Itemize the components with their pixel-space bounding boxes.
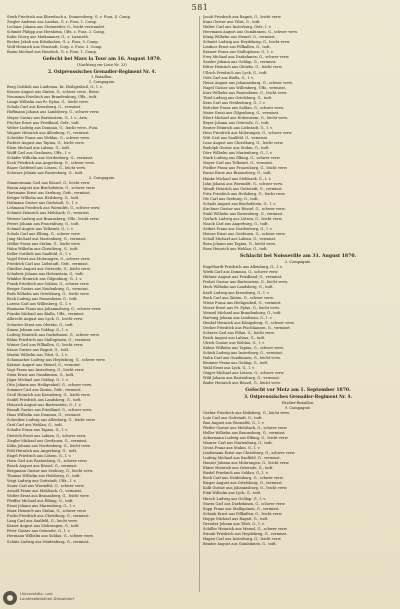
casualty-entry: Jahn Johann aus Wormditt, G., schwer verw. bbox=[203, 181, 284, 186]
casualty-entry: Pfeiffer Michael aus Elbing, G., todt. bbox=[7, 499, 74, 504]
casualty-entry: Krämer August aus Memel, G., vermisst. bbox=[7, 362, 81, 367]
casualty-entry: Krüger Wilhelm aus Heilsberg, G., todt. bbox=[7, 196, 80, 201]
regiment-heading: 2. Ostpreussisches Grenadier-Regiment Nr. 4. bbox=[48, 68, 156, 74]
casualty-entry: Haas Wilhelm aus Domnau, G., vermisst. bbox=[7, 413, 82, 418]
casualty-entry: Thomas Wilhelm aus Heilsberg, G., todt. bbox=[7, 473, 81, 478]
column-divider bbox=[199, 16, 200, 592]
casualty-entry: Sterk Friedrich aus Ebersbach a. Donnersberg, G. z. Fuss, 4. Comp. bbox=[7, 15, 132, 19]
casualty-entry: Schuster Ernst aus Oletzko, G., todt. bbox=[7, 322, 74, 327]
casualty-entry: Kuhn Georg aus Maikammer, G., z. Lazareth. bbox=[7, 35, 89, 40]
casualty-entry: Rieger August aus Ortelsburg, G., vermisst. bbox=[203, 481, 283, 486]
casualty-entry: Gerlach Ludwig aus Lötzen, G., leicht verw. bbox=[203, 216, 283, 221]
unit-subheading: 2. Compagnie. bbox=[88, 176, 116, 181]
casualty-entry: Bach Carl aus Zinten, G., schwer verw. bbox=[203, 295, 274, 300]
unit-subheading: 2. Compagnie. bbox=[284, 260, 312, 265]
casualty-entry: Götz Carl aus Bialla, G., l. v. bbox=[203, 75, 254, 80]
casualty-entry: Albrecht August aus Lyck, G., leicht verw. bbox=[7, 317, 84, 322]
casualty-entry: Rau August aus Wormditt, G., l. v. bbox=[203, 420, 265, 425]
casualty-entry: Ulrich Gustav aus Wehlau, G., l. v. bbox=[203, 341, 265, 345]
casualty-entry: Kaiser August aus Mohrungen, G., todt. bbox=[7, 524, 80, 529]
library-logo bbox=[3, 589, 93, 607]
casualty-entry: Straub Friedrich aus Heydekrug, G., vermisst. bbox=[203, 531, 288, 536]
casualty-entry: Ritter Heinrich aus Oletzko, G., leicht verw. bbox=[203, 65, 283, 70]
casualty-entry: Dietrich Ernst aus Labiau, G., schwer verw. bbox=[7, 433, 87, 438]
casualty-entry: Reuter Heinrich aus Liebstadt, G., l. v. bbox=[203, 126, 273, 131]
library-logo-text bbox=[20, 591, 93, 601]
casualty-entry: Schmid August aus Tolkemit, G., l. v. bbox=[7, 226, 74, 231]
casualty-entry: Fuchs Friedrich aus Christburg, G., vermisst. bbox=[7, 514, 90, 519]
casualty-entry: Kern Carl aus Neidenburg, G., l. v. bbox=[203, 100, 266, 105]
casualty-entry: Busch August aus Rössel, G., vermisst. bbox=[7, 463, 78, 468]
casualty-entry: Wolter Ernst aus Braunsberg, G., leicht verw. bbox=[7, 494, 90, 499]
casualty-entry: Winter Carl aus Pillkallen, G., leicht verw. bbox=[7, 342, 84, 347]
casualty-entry: Heinze Ernst aus Gerdauen, G., schwer verw. bbox=[203, 232, 286, 237]
casualty-entry: Kühn Johann aus Nordenburg, G., leicht verw. bbox=[7, 443, 91, 448]
casualty-entry: Heck Wilhelm aus Landsberg, G., todt. bbox=[203, 285, 274, 290]
casualty-entry: Hermann Wilhelm aus Soldau, G., schwer verw. bbox=[7, 534, 94, 539]
casualty-entry: Henkel Heinrich aus Königsberg, G., schwer verw. bbox=[203, 320, 295, 325]
casualty-entry: Probst Gustav aus Bartenstein, G., leicht verw. bbox=[203, 280, 288, 285]
battle-heading: Schlacht bei Noisseville am 31. August 1870. bbox=[239, 253, 357, 259]
casualty-entry: Berger Gustav aus Neidenburg, G., vermisst. bbox=[7, 287, 89, 292]
casualty-entry: Schenk Ernst aus Pillkallen, G., leicht verw. bbox=[203, 511, 283, 516]
casualty-entry: Braun August aus Bischofstein, G., schwer verw. bbox=[7, 186, 96, 191]
casualty-entry: Stein Ernst aus Gumbinnen, G., todt. bbox=[7, 372, 75, 377]
casualty-entry: Horn Carl aus Rastenburg, G., schwer verw. bbox=[7, 458, 88, 463]
casualty-entry: Simon Johann aus Goldap, G., l. v. bbox=[7, 327, 69, 332]
casualty-entry: Schiller Heinrich aus Memel, G., schwer verw. bbox=[203, 526, 288, 531]
unit-subheading: I. Bataillon. bbox=[91, 75, 113, 80]
casualty-entry: Hahn Carl aus Gumbinnen, G., leicht verw. bbox=[203, 356, 281, 361]
casualty-entry: Frey Michael aus Darkehmen, G., schwer verw. bbox=[203, 55, 290, 60]
casualty-entry: Engel Friedrich aus Lötzen, G., l. v. bbox=[7, 453, 72, 458]
casualty-entry: Noack Carl aus Angerburg, G., todt. bbox=[203, 221, 269, 226]
casualty-entry: Riedel Friedrich aus Soldau, G., l. v. bbox=[203, 471, 269, 476]
casualty-entry: Lange Wilhelm aus Pr. Eylau, G., leicht verw. bbox=[7, 100, 89, 105]
casualty-entry: Kunz Gustav aus Tilsit, G., todt. bbox=[203, 20, 261, 25]
casualty-entry: Wirth Carl aus Domnau, G., schwer verw. bbox=[203, 270, 279, 275]
casualty-entry: Böhm Friedrich aus Stallupönen, G., vermisst. bbox=[7, 337, 92, 342]
casualty-entry: Schulz Carl aus Kreuzburg, G., vermisst. bbox=[7, 105, 82, 110]
casualty-entry: Sauer Carl aus Wormditt, G., schwer verw. bbox=[7, 484, 85, 488]
casualty-entry: Lang Carl aus Saalfeld, G., leicht verw. bbox=[7, 519, 78, 524]
casualty-entry: Schmitt Ludwig aus Heydekrug, G., leicht verw. bbox=[203, 40, 291, 45]
casualty-entry: Hirsch Ludwig aus Goldap, G., l. v. bbox=[203, 496, 266, 501]
casualty-entry: Bader Heinrich aus Rössel, G., leicht verw. bbox=[203, 381, 281, 386]
casualty-entry: Franke Michael aus Bialla, Uffz., vermisst. bbox=[7, 312, 85, 317]
casualty-entry: Hoppe Michael aus Ragnit, G., todt. bbox=[203, 516, 269, 521]
casualty-entry: Hartung Johann aus Lindenau, G., l. v. bbox=[203, 315, 273, 320]
casualty-entry: Meyer Gustav aus Bartenstein, G., l. v., Arm. bbox=[7, 115, 89, 120]
casualty-entry: Lorenz Carl aus Willenberg, G., l. v. bbox=[7, 302, 72, 307]
casualty-entry: Wolff Carl aus Gerdauen, Uffz., l. v. bbox=[7, 150, 72, 155]
casualty-entry: Zimmermann Carl aus Rössel, G., leicht verw. bbox=[7, 181, 91, 186]
casualty-entry: Voigt Ludwig aus Guttstadt, Uffz., l. v. bbox=[7, 478, 77, 483]
casualty-entry: Mayer Carl aus Tolkemit, G., vermisst. bbox=[203, 161, 274, 166]
library-logo-line1: Universitäts- und bbox=[20, 591, 53, 596]
casualty-entry: Ernst Johann aus Marienburg, G., l. v. bbox=[7, 504, 76, 509]
casualty-entry: Lechner Johann aus Steinweiler, G., leicht verwundet. bbox=[7, 25, 106, 30]
right-column bbox=[203, 15, 393, 595]
casualty-entry: Schäfer Wilhelm aus Nordenburg, G., vermisst. bbox=[7, 155, 94, 160]
casualty-entry: Schade August aus Bischofstein, G., l. v. bbox=[203, 201, 276, 206]
casualty-entry: Stark Ludwig aus Elbing, G., schwer verw. bbox=[203, 156, 281, 161]
casualty-entry: Scholl Michael aus Labiau, G., vermisst. bbox=[203, 237, 277, 242]
casualty-entry: Busse Ernst aus Braunsberg, G., todt. bbox=[203, 171, 272, 176]
casualty-entry: Lindemann Ernst aus Christburg, G., schwer verw. bbox=[203, 451, 296, 456]
casualty-entry: Menzel Michael aus Brandenburg, G., todt. bbox=[203, 310, 282, 315]
casualty-entry: Schulte Franz aus Tapiau, G., l. v. bbox=[7, 428, 68, 433]
casualty-entry: Pohl Heinrich aus Angerburg, G., todt. bbox=[7, 448, 78, 453]
casualty-entry: Seifert Franz aus Nordenburg, G., l. v. bbox=[203, 226, 273, 231]
casualty-entry: Weber Ludwig aus Domnau, G., leicht verw., Fuss. bbox=[7, 125, 99, 130]
casualty-entry: Richter August aus Tapiau, G., leicht verw. bbox=[7, 140, 85, 145]
casualty-entry: Kurz Wilhelm aus Passenheim, G., leicht verw. bbox=[203, 90, 288, 95]
casualty-entry: Fink Wilhelm aus Lyck, G., todt. bbox=[203, 491, 262, 496]
casualty-entry: Sommer Carl aus Zinten, Gefr., vermisst. bbox=[7, 388, 82, 393]
casualty-entry: Kolb Gustav aus Johannisburg, G., leicht verw. bbox=[203, 486, 288, 491]
unit-subheading: 1. Compagnie. bbox=[88, 80, 116, 85]
casualty-entry: Vogt Franz aus Insterburg, G., leicht verw. bbox=[7, 367, 85, 372]
casualty-entry: Bauer Gottfried aus Lötzen, G., leicht verw. bbox=[7, 166, 87, 170]
casualty-entry: Moser Ernst aus Pr. Eylau, G., leicht verw. bbox=[203, 305, 280, 310]
casualty-entry: Baumann Franz aus Johannisburg, G., schwer verw. bbox=[7, 307, 102, 312]
casualty-entry: Keller Gottlieb aus Saalfeld, G., l. v. bbox=[7, 251, 72, 256]
casualty-entry: Hanke Michael aus Mehlsack, G., l. v. bbox=[203, 176, 272, 181]
library-logo-line2: Landesbibliothek Düsseldorf bbox=[20, 596, 74, 601]
casualty-entry: Fritz Friedrich aus Heilsberg, G., leicht verw. bbox=[203, 191, 286, 196]
casualty-entry: Ebert Michael aus Hohenstein, G., leicht verw. bbox=[203, 115, 288, 120]
casualty-entry: Wahl Ernst aus Lyck, G., l. v. bbox=[203, 366, 255, 371]
casualty-entry: Günther August aus Osterode, G., leicht verw. bbox=[7, 266, 91, 271]
casualty-entry: Brandt Gustav aus Friedland, G., schwer verw. bbox=[7, 408, 92, 413]
casualty-entry: Hauser Johann aus Mohrungen, G., leicht verw. bbox=[203, 461, 290, 466]
casualty-entry: Schumacher Ludwig aus Heydekrug, G., schwer verw. bbox=[7, 357, 106, 362]
casualty-entry: Ullrich Friedrich aus Lyck, G., todt. bbox=[203, 70, 268, 75]
regiment-heading: 3. Ostpreussisches Grenadier-Regiment Nr. 4. bbox=[244, 394, 352, 400]
casualty-entry: Roth Wilhelm aus Ortelsburg, G., leicht verw. bbox=[7, 292, 90, 297]
casualty-entry: Schubert Johann aus Hohenstein, G., todt. bbox=[7, 272, 84, 277]
casualty-entry: Beck Ludwig aus Passenheim, G., todt. bbox=[7, 297, 78, 302]
casualty-entry: Maurer Carl aus Marienburg, G., todt. bbox=[203, 440, 273, 445]
casualty-entry: Jung Michael aus Marienburg, G., vermisst. bbox=[7, 236, 87, 241]
casualty-entry: Möller Franz aus Stuhm, G., leicht verw. bbox=[7, 241, 81, 246]
casualty-entry: Hagen Carl aus Insterburg, G., leicht verw. bbox=[203, 536, 282, 541]
casualty-entry: Lehmann Friedrich aus Wormditt, G., schwer verw. bbox=[7, 206, 101, 211]
casualty-entry: Ebner Heinrich aus Osterode, G., todt. bbox=[203, 466, 274, 471]
casualty-entry: Becker Jakob aus Edenkoben, G. z. Fuss, 5. Comp. bbox=[7, 40, 99, 45]
casualty-entry: Hahn Wilhelm aus Christburg, G., todt. bbox=[7, 246, 79, 251]
casualty-entry: Stahl Wilhelm aus Rastenburg, G., vermisst. bbox=[203, 211, 284, 216]
page-number: 581 bbox=[191, 3, 209, 12]
casualty-entry: Engelhardt Friedrich aus Allenburg, G., l. v. bbox=[203, 265, 283, 270]
casualty-entry: Maier Ernst aus Gilgenburg, G., vermisst. bbox=[203, 110, 280, 115]
casualty-entry: Schröder Franz aus Wehlau, G., schwer verw. bbox=[7, 135, 90, 140]
casualty-entry: Herrmann August aus Gumbinnen, G., schwer verw. bbox=[203, 30, 298, 35]
casualty-entry: Ackermann Ludwig aus Elbing, G., leicht verw. bbox=[203, 435, 289, 440]
casualty-entry: Sturm Carl aus Darkehmen, G., schwer verw. bbox=[203, 501, 286, 506]
casualty-entry: Hofmann Gustav aus Guttstadt, G., l. v. bbox=[7, 201, 79, 206]
casualty-entry: Marx Heinrich aus Stuhm, G., schwer verw. bbox=[7, 509, 87, 514]
casualty-entry: Sander Johann aus Goldap, G., vermisst. bbox=[203, 60, 277, 65]
battle-heading: Gefecht bei Mars la Tour am 16. August 1870. bbox=[42, 56, 162, 62]
casualty-entry: Wiese Franz aus Heiligenbeil, G., vermisst. bbox=[203, 300, 282, 305]
casualty-entry: Friedrich Carl aus Liebstadt, Gefr., vermisst. bbox=[7, 261, 89, 266]
casualty-entry: Wagner Heinrich aus Allenburg, G., vermisst. bbox=[7, 130, 90, 135]
casualty-entry: Klein Michael aus Labiau, G., todt. bbox=[7, 145, 71, 150]
casualty-entry: Bergmann Gustav aus Seeburg, G., leicht verw. bbox=[7, 468, 94, 473]
casualty-entry: Groß Heinrich aus Kreuzburg, G., leicht verw. bbox=[7, 393, 91, 398]
casualty-entry: Scherer Carl aus Pillau, G., leicht verw. bbox=[203, 330, 275, 335]
casualty-entry: Thiel Ludwig aus Ortelsburg, G., todt. bbox=[203, 95, 273, 100]
casualty-entry: Peters Johann aus Frauenburg, G., todt. bbox=[7, 221, 80, 226]
casualty-entry: Ziegler Andreas aus Landau, G. z. Fuss, 1. Comp. bbox=[7, 20, 98, 25]
unit-subheading: 9. Compagnie. bbox=[284, 405, 312, 410]
casualty-entry: König Wilhelm aus Memel, G., vermisst. bbox=[203, 35, 276, 40]
casualty-entry: Decker Friedrich aus Fischhausen, G., vermisst. bbox=[203, 325, 291, 330]
casualty-entry: Pfeifer Gustav aus Mehlsack, G., schwer verw. bbox=[203, 425, 288, 430]
library-logo-icon bbox=[3, 591, 17, 605]
casualty-entry: Schmitt Philipp aus Herxheim, Uffz. z. Fuss, 2. Comp. bbox=[7, 30, 106, 35]
casualty-entry: Kramer Franz aus Stallupönen, G., l. v. bbox=[203, 50, 274, 55]
casualty-entry: Baum Michael aus Hassloch, G. z. Fuss, 1. Comp. bbox=[7, 50, 98, 55]
casualty-entry: Kopp Franz aus Stallupönen, G., vermisst. bbox=[203, 506, 280, 511]
casualty-entry: Graf Carl aus Wehlau, G., todt. bbox=[7, 423, 63, 428]
casualty-entry: Schütz Ludwig aus Neidenburg, G., vermisst. bbox=[7, 539, 90, 544]
casualty-entry: Kirchner Gustav aus Rössel, G., schwer verw. bbox=[203, 206, 286, 211]
casualty-entry: Hübner August aus Friedland, G., vermisst. bbox=[203, 275, 283, 280]
casualty-entry: Schick Ludwig aus Insterburg, G., vermisst. bbox=[203, 351, 284, 356]
casualty-entry: Lenz August aus Christburg, G., leicht verw. bbox=[203, 141, 284, 146]
casualty-entry: Berg Gottlieb aus Lindenau, Kr. Heiligenbeil, G., l. v. bbox=[7, 85, 103, 90]
casualty-entry: Peter Gustav aus Osterode, G., l. v. bbox=[7, 529, 71, 534]
casualty-entry: Arnold Franz aus Mehlsack, G., vermisst. bbox=[7, 489, 83, 494]
casualty-entry: Ludwig Michael aus Saalfeld, G., vermisst. bbox=[203, 456, 281, 461]
casualty-entry: Brunner Franz aus Goldap, G., todt. bbox=[203, 361, 269, 366]
casualty-entry: Gerber Friedrich aus Heilsberg, G., leicht verw. bbox=[203, 410, 290, 415]
casualty-entry: Ott Carl aus Seeburg, G., todt. bbox=[203, 196, 259, 201]
left-column bbox=[7, 15, 197, 595]
casualty-entry: Ziegler Michael aus Gerdauen, G., vermisst. bbox=[7, 438, 88, 443]
unit-subheading: (Nachtrag zur Liste Nr. 23) bbox=[77, 63, 127, 68]
casualty-entry: Jäger Michael aus Goldap, G., l. v. bbox=[7, 378, 69, 383]
casualty-entry: Martin Wilhelm aus Tilsit, G., l. v. bbox=[7, 352, 68, 357]
casualty-entry: Walter Carl aus Insterburg, Gefr., l. v. bbox=[203, 25, 272, 30]
casualty-entry: Born Johann aus Tapiau, G., leicht verw. bbox=[203, 242, 276, 247]
casualty-entry: Seidel Friedrich aus Landsberg, G., todt. bbox=[7, 398, 82, 403]
casualty-entry: Heinrich August aus Bartenstein, G., l. v. bbox=[7, 403, 82, 408]
casualty-entry: Kühne Wilhelm aus Tapiau, G., schwer verw. bbox=[203, 346, 284, 351]
casualty-entry: Nagel Gustav aus Willenberg, Uffz., vermisst. bbox=[203, 85, 287, 90]
casualty-entry: Beyer Johann aus Osterode, G., todt. bbox=[203, 120, 270, 125]
casualty-entry: Wild Johann aus Rastenburg, G., vermisst. bbox=[203, 376, 281, 381]
casualty-entry: Lindner Ernst aus Pillkallen, G., todt. bbox=[203, 45, 271, 50]
casualty-entry: Lutz Carl aus Guttstadt, G., todt. bbox=[203, 415, 263, 420]
casualty-entry: Bender August aus Gumbinnen, G., todt. bbox=[203, 541, 277, 546]
casualty-entry: Werner Ludwig aus Braunsberg, Uffz., leicht verw. bbox=[7, 216, 100, 221]
casualty-entry: Ludwig Heinrich aus Darkehmen, G., schwer verw. bbox=[7, 332, 100, 337]
casualty-entry: Reich August aus Labiau, G., todt. bbox=[203, 335, 266, 340]
battle-heading: Gefecht vor Metz am 1. September 1870. bbox=[245, 387, 351, 393]
casualty-entry: Schreiber Ludwig aus Allenburg, G., leicht verw. bbox=[7, 418, 96, 423]
casualty-entry: Jacob Friedrich aus Ragnit, G., leicht verw. bbox=[203, 15, 282, 19]
casualty-entry: Neumann Friedrich aus Brandenburg, Uffz., todt. bbox=[7, 95, 98, 100]
casualty-entry: Gross Franz aus Stuhm, G., l. v. bbox=[203, 446, 261, 451]
casualty-entry: Fischer Ernst aus Friedland, Gefr., todt. bbox=[7, 120, 80, 125]
casualty-entry: Dörr Wilhelm aus Marienburg, G., l. v. bbox=[203, 151, 273, 156]
casualty-entry: Koch Friedrich aus Angerburg, G., schwer verw. bbox=[7, 160, 95, 165]
casualty-entry: Wolf Heinrich aus Neustadt, Corp. z. Fuss, 3. Comp. bbox=[7, 45, 103, 50]
casualty-entry: Wendt Heinrich aus Guttstadt, G., vermisst. bbox=[203, 186, 283, 191]
casualty-entry: Fiedler Franz aus Frauenburg, G., leicht verw. bbox=[203, 166, 288, 171]
casualty-entry: Heller Wilhelm aus Braunsberg, G., vermisst. bbox=[203, 430, 286, 435]
casualty-entry: Hess Friedrich aus Mohrungen, G., schwer verw. bbox=[203, 131, 293, 136]
casualty-entry: Bock Carl aus Neidenburg, G., schwer verw. bbox=[203, 476, 284, 481]
casualty-entry: Dressler Johann aus Tilsit, G., l. v. bbox=[203, 521, 265, 526]
casualty-entry: Vogel Ernst aus Mohrungen, G., schwer verw. bbox=[7, 256, 91, 261]
casualty-entry: Rose Heinrich aus Wehlau, G., todt. bbox=[203, 247, 268, 252]
casualty-entry: Schmitz Heinrich aus Mehlsack, G., vermisst. bbox=[7, 211, 90, 216]
casualty-entry: Böttcher Franz aus Soldau, G., schwer verw. bbox=[203, 105, 285, 110]
casualty-entry: Kraft Ludwig aus Kreuzburg, G., l. v. bbox=[203, 290, 270, 295]
casualty-entry: Hartmann Ernst aus Seeburg, Gefr., vermisst. bbox=[7, 191, 91, 196]
casualty-entry: Witt Carl aus Saalfeld, G., vermisst. bbox=[203, 136, 269, 141]
casualty-entry: Heinz August aus Johannisburg, G., schwer verw. bbox=[203, 80, 293, 85]
casualty-entry: Hoffmann Johann aus Landsberg, G., schwer verw. bbox=[7, 110, 100, 115]
casualty-entry: Scholz Carl aus Elbing, G., schwer verw. bbox=[7, 231, 81, 236]
casualty-entry: Geiger Michael aus Lötzen, G., schwer verw. bbox=[203, 371, 285, 376]
unit-subheading: Füsilier-Bataillon. bbox=[281, 400, 315, 405]
casualty-entry: Schwarz Johann aus Rastenburg, G., todt. bbox=[7, 171, 84, 176]
casualty-entry: Krause August aus Zinten, G., schwer verw., Brust. bbox=[7, 90, 100, 95]
casualty-entry: Rudolph Gustav aus Stuhm, G., todt. bbox=[203, 146, 270, 151]
casualty-entry: Otto Johann aus Heiligenbeil, G., schwer verw. bbox=[7, 383, 92, 388]
casualty-entry: Kraus Gustav aus Ragnit, G., todt. bbox=[7, 347, 70, 352]
casualty-entry: Winkler Heinrich aus Gilgenburg, G., l. v. bbox=[7, 277, 83, 282]
casualty-entry: Frank Friedrich aus Soldau, G., schwer verw. bbox=[7, 282, 90, 287]
